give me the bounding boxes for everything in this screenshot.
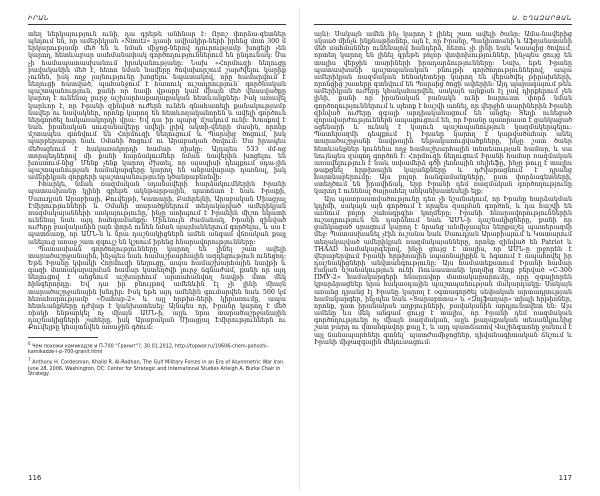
left-body-text <box>28 31 286 332</box>
footnotes <box>28 341 286 379</box>
right-head-rule <box>314 24 572 25</box>
footnote-text: Чем похожи камикадзе и П-700 "Гранит"?, 30.01.2012, http://topwar.ru/10606-chem-pohozhi-kamikadze-i-p-700-granit.html <box>28 343 269 356</box>
paragraph: Իհարկե, նման ռազմական օդանավերի հարձակումներին Իրանի պատասխանը կլինի գրեթե ակնթարթային, պատճառ է նաև Իրաքի, Սաուդյան Արաբիայի, Քուվեյթի, Կատարի, Բահրեյնի, Արաբական Միացյալ Էմիրությունների և Օմանի տարածքներում տեղակայված ամերիկյան ռազմակայանների առկայությունը, ինչը ստիպում է Իրանին միշտ նկատի ունենալ նաև այդ հանգամանքը: Միևնույն ժամանակ, Իրանի զինված ուժերը բավականին լայն փորձ ունեն նման պայմաններում գործելու, և սա է պատճառը, որ ԱՄՆ-ն և նրա դաշնակիցներն ամեն անգամ վճռական քայլ անելուց առաջ շատ զգույշ են կշռում իրենց հնարավորությունները: <box>28 181 286 246</box>
right-body-text <box>314 31 572 346</box>
footnote <box>28 357 286 378</box>
right-running-head: Ա. ԵՂԱԶԱՐՅԱՆ <box>512 14 572 22</box>
paragraph: Այս պատրաստվածությունը դեռ չի նշանակում, որ Իրանը հարձակման կդիմի, սակայն այն գործում է որպես զսպման գործոն, և դա հաշվի են առնում բոլոր շահագրգիռ կողմերը: Իրանի հնարավորություններին ուշադրություն են դարձնում նաև ԱՄՆ-ի դաշնակիցները, քանի որ ցանկացած սրացում կարող է նրանց անմիջապես ներքաշել պատերազմի մեջ: Պատասխանել չէին ուշանա նաև Սաուդյան Արաբիայում և Կատարում տեղակայված ամերիկյան ռազմակայանները, որոնք զինված են Patriot և THAAD համակարգերով, ինչը ցույց է տալիս, որ ԱՄՆ-ը լրջորեն է վերաբերվում Իրանի հրթիռային սպառնալիքին և ձգտում է ապահովել իր դաշնակիցների անվտանգությունը: Այս համատեքստում Իրանի համար էական նշանակություն ունի Ռուսաստանի կողմից ձեռք բերված «С-300 ПМУ-2» համակարգերի հնարավոր մատակարարումը, որը զգալիորեն կբարձրացներ նրա հակաօդային պաշտպանության մակարդակը: Սակայն առանց դրանց էլ Իրանը կարող է օգտագործել սեփական արտադրության համակարգեր, ինչպես նաև «Տարաբոտա» և «Զոլֆաղար» տիպի հրթիռներ, որոնք, ըստ իրանական աղբյուրների, բավականին արդյունավետ են: Այս ամենը ևս մեկ անգամ ցույց է տալիս, որ Իրանի դեմ ռազմական գործողությունը ոչ միայն ռազմական, այլև քաղաքական տեսանկյունից շատ բարդ ու վտանգավոր քայլ է, և այդ պատճառով Վաշինգտոնը ջանում է այլ ճանապարհներ գտնել՝ պատժամիջոցներ, դիվանագիտական ճնշում և Իրանի միջազգային մեկուսացում: <box>314 195 572 346</box>
right-page <box>300 0 600 496</box>
footnote-rule <box>28 337 98 338</box>
footnote-mark: 7 <box>28 357 31 362</box>
paragraph: Պատասխան գործողությունները կարող են լինել շատ ավելի տարածաշրջանային, ինչպես նաև համաշխարհային ազդեցություն ունեցող: Եթե Իրանը կփակի Հորմուզի նեղուցը, ապա համաշխարհային նավթի և գազի մատակարարման համար կստեղծվի լուրջ ճգնաժամ, քանի որ այդ նեղուցով է անցնում աշխարհում արտահանվող նավթի մոտ մեկ հինգերորդը: Եվ դա իր բնույթով ամենևին էլ չի լինի միայն տարածաշրջանային խնդիր: Իսկ եթե այդ ամենին գումարվեն նաև 500 կմ հեռահարությամբ «Շահաբ-2» և այլ հրթիռ-ների կիրառումը, ապա հետևանքները դժվար է կանխատեսել: Այնպես որ, Իրանը կարող է մեծ ռիսկի ենթարկել ոչ միայն ԱՄՆ-ի, այլև նրա տարածաշրջանային դաշնակիցների շահերը, իսկ Արաբական Միացյալ Էմիրություններն ու Քուվեյթը կհայտնվեն առաջին գծում: <box>28 245 286 332</box>
footnote-text: Anthony H. Cordesman, Khalid R. Al-Rodhan, The Gulf Military Forces in an Era of Asymmetric War Iran. June 28, 2006. Washington, DC: Center for Strategic and International Studies Arleigh A. Burke Chair in Strategy. <box>28 359 285 378</box>
footnote-mark: 6 <box>28 340 31 346</box>
footnote <box>28 341 286 356</box>
right-page-number: 117 <box>558 474 572 482</box>
left-head-rule <box>28 24 286 25</box>
paragraph: տեղ ներկայություն ունի, դա գրեթե անհնար է: Որոշ փորձա-գետներ պնդում են, որ ամերիկյան «Nimitz» դասի ավիակիր-ների իրենց մոտ 300 մ երկարությամբ մեծ են և նման միջոց-ներով դյուրությամբ խոցելի չեն կարող, հետևաբար սահմանափակ գործողություններում են ընդունակ: Սա չի համապատասխանում իրականությանը: Նախ «Հորմուզի նեղուցը բավականին մեծ է, հետո նման նավերը ծովախորշում շարժվելու կարիք չունեն, իսկ ողջ լայնությունը խոցելու նպատակով, որը համարվում է նեղուցի հատված, պահանջում է հատուկ ուշադրություն՝ գործնական պաշտպանություն, քանի որ նավի վթարը կամ միայն մեծ վնասվածքը կարող է ունենալ լուրջ աշխարհաքաղաքական հետևանքներ: Իսկ առավել կարևոր է, որ Իրանի զինված ուժերն ունեն գնահատելի քանակությամբ նավեր ու նավակներ, որոնք կարող են հետևողականորեն և ավելի գործուն ներգործել հակառակորդի վրա: Եվ դա իր պարզ մշակում ունի: Խոսքով է նաև իրանական սուզանավերը ավելի լրիվ ակտի-վների մասին, որոնք մշտապես գտնվում են Հորմուզի նեղուցում և Պարսից ծոցում, իսկ պարբերաբար նաև Օմանի ծոցում ու Արաբական ծովում: Սա իրապես մեծացնում է հակառակորդի համար ռիսկը: Այդպես 533 մմ-ոց տորպեդներով մի քանի հարձակումներ նման նավերին խոցելու են խոստում-նից՝ Մենք չենք կարող ժխտել, որ այսպիսի դեպքում օդա-յին պաշտպանության համակարգերը կարող են անբավարար դառնալ, իսկ ամերիկյան զորքերի պաշտպանությունը կծանրաբեռնվի: <box>28 31 286 182</box>
left-page-number: 116 <box>28 474 42 482</box>
paragraph: այն): Սակայն ամեն ինչ կարող է լինել շատ ավելի ծանր: Ամա-նավերից սկսած մինչև ինքնաթիռներ, այն է, որ Իրանը, Պակիստանի և Աֆղանստանի մեծ սահմաններ ունենալով հանդերձ, հեռու չի լինի նաև Կասպից ծովում, որտեղ կարող են լինել գրեթե բոլոր փոփոխություններ, ինչպես ցույց են տալիս վերջին տարիների իրադարձությունները: Նախ, եթե Իրանը պատասխանի պաշտպանական բնույթի գործողություններով, ապա ամերիկյան ռազմական հենակետերը կարող են վերածվել թիրախների, որոնցից շատերը գտնվում են Պարսից ծոցի ափերին: Այդ պարագայում թեև ամերիկյան ուժերը կհակահարվեն, սակայն այնքան էլ լավ դիրքերում չեն լինի, քանի որ իրանական բանակն ունի հարուստ փորձ նման գործողություններում և պետք է հաշվի առնել, որ վերջին տարիներին Իրանի զինված ուժերը զգալի արդիականացում են անցել: Տեղի ունեցած զորավարժություններն ապացուցում են, որ Իրանը պատրաստ է ցանկացած սցենարի և ունակ է կայուն պաշտպանություն կազմակերպելու: Պատերազմի դեպքում էլ Իրանը կարող է կաթվածահար անել տարածաշրջանի նավթային ենթակառուցվածքները, ինչը շատ ծանր հետևանքներ կունենա ողջ համաշխարհային տնտեսության համար, և սա նույնպես զսպող գործոն է: Հորմուզի նեղուցում Իրանի համար ռազմական առավելություն է նաև ափամերձ գծի լեռնային ռելիեֆը, ինչը թույլ է տալիս թաքցնել հրթիռային կայանքները և դժվարացնում է դրանց հայտնաբերումը: Այս բոլոր հանգամանքները, ըստ փորձագետների, ստեղծում են իրավիճակ, երբ Իրանի դեմ ռազմական գործողությունը կարող է ունենալ ծայրահեղ անկանխատեսելի ելք: <box>314 31 572 196</box>
left-running-head: ԻՐԱՆ <box>28 14 50 22</box>
